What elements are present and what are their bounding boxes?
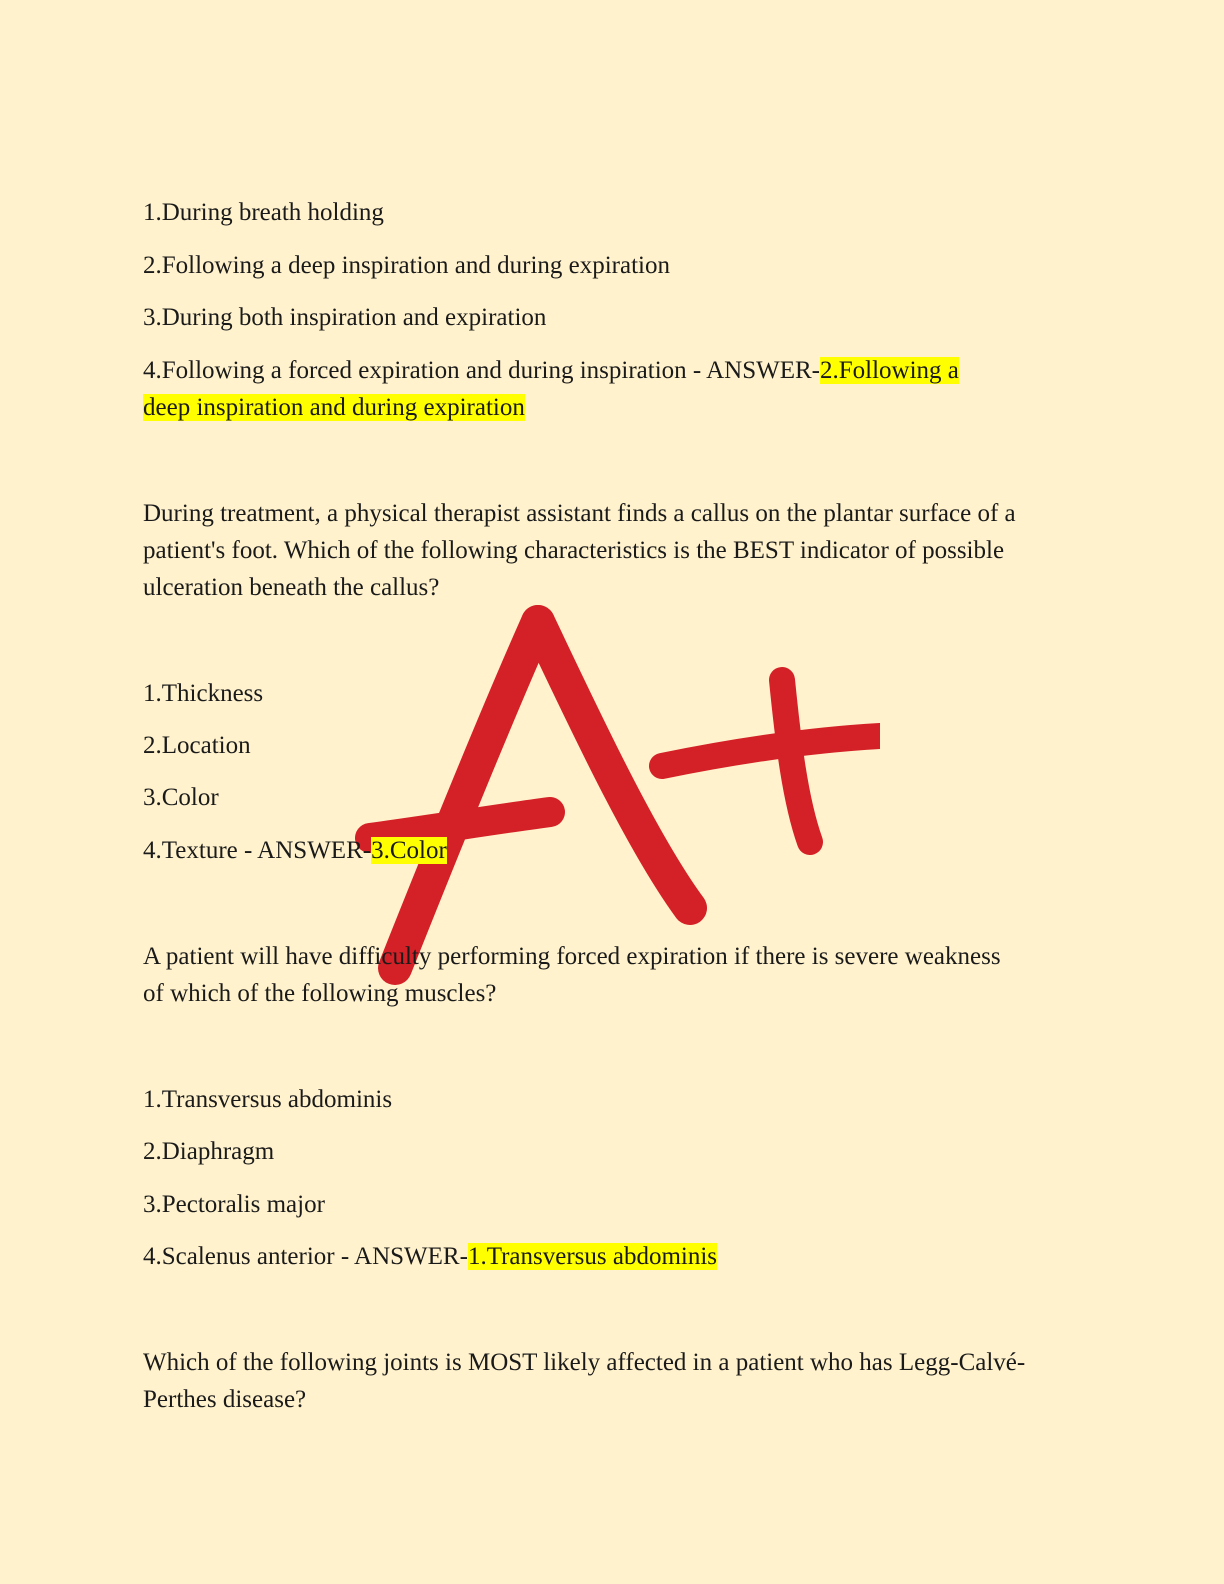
q3-option-4 (143, 1238, 717, 1275)
q1-option-4 (143, 352, 959, 389)
q3-question: A patient will have difficulty performing forced expiration if there is severe weakness of which of the following muscles? (143, 943, 1001, 1007)
q1-option-1: 1.During breath holding (143, 199, 384, 226)
q2-answer-highlight: 3.Color (371, 837, 447, 864)
q2-option-2: 2.Location (143, 732, 251, 759)
q3-option-2: 2.Diaphragm (143, 1138, 275, 1165)
q2-option-3: 3.Color (143, 784, 219, 811)
q2-option-4-text: 4.Texture - ANSWER- (143, 837, 372, 864)
a-letter-left-stroke (395, 622, 538, 968)
q4-question: Which of the following joints is MOST likely affected in a patient who has Legg-Calvé-Perthes disease? (143, 1349, 1026, 1413)
q1-option-4-text: 4.Following a forced expiration and during inspiration - ANSWER- (143, 357, 820, 384)
q3-option-4-text: 4.Scalenus anterior - ANSWER- (143, 1243, 468, 1270)
q3-option-1: 1.Transversus abdominis (143, 1086, 393, 1113)
q2-question: During treatment, a physical therapist assistant finds a callus on the plantar surface of a patient's foot. Which of the following characteristics is the BEST indicator of possible ulceration beneath the callus? (143, 500, 1016, 601)
q2-option-1: 1.Thickness (143, 680, 264, 707)
q1-answer-highlight-continued: deep inspiration and during expiration (143, 394, 525, 421)
q1-answer-continued (143, 389, 525, 426)
q1-option-2: 2.Following a deep inspiration and during expiration (143, 252, 670, 279)
q1-option-3: 3.During both inspiration and expiration (143, 304, 547, 331)
q1-answer-highlight: 2.Following a (819, 357, 959, 384)
plus-vertical-stroke (782, 680, 810, 842)
plus-horizontal-stroke (662, 736, 880, 766)
q3-option-3: 3.Pectoralis major (143, 1191, 325, 1218)
q3-answer-highlight: 1.Transversus abdominis (467, 1243, 718, 1270)
q2-option-4 (143, 832, 447, 869)
